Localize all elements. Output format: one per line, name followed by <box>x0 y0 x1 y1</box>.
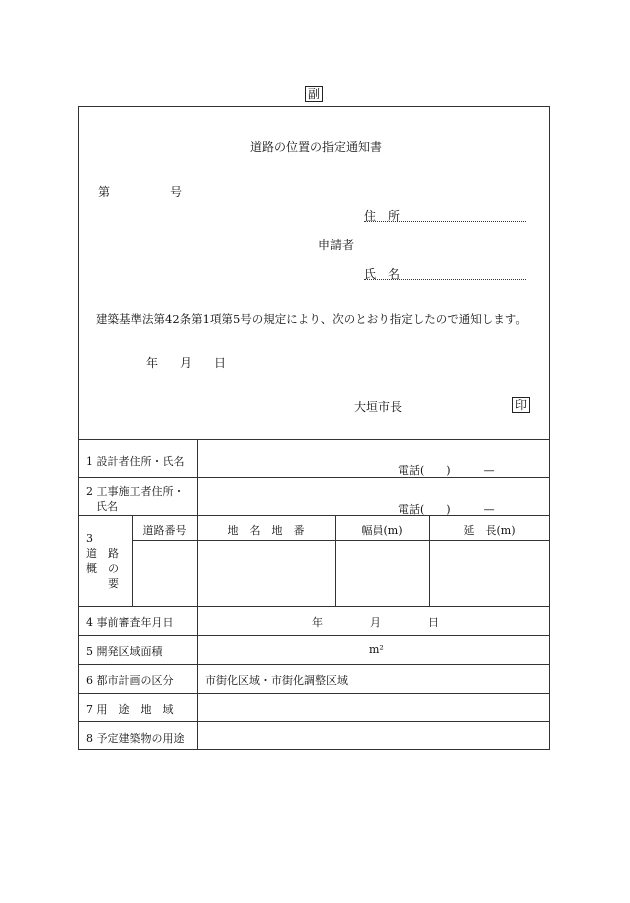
copy-mark: 副 <box>305 86 323 102</box>
road-header-number: 道路番号 <box>142 524 187 537</box>
seal-mark: 印 <box>512 397 530 413</box>
row5-unit: m² <box>369 643 384 656</box>
road-header-line <box>132 540 550 541</box>
row6-value: 市街化区域・市街化調整区域 <box>205 674 348 687</box>
row4-label: 4 事前審査年月日 <box>86 616 174 629</box>
row6-label: 6 都市計画の区分 <box>86 674 174 687</box>
row4-year: 年 <box>312 616 323 629</box>
row3-number: 3 <box>86 532 93 545</box>
row5-label: 5 開発区域面積 <box>86 645 163 658</box>
row4-month: 月 <box>370 616 381 629</box>
address-line <box>364 221 526 222</box>
row3-bottom-line <box>78 606 550 607</box>
issuer: 大垣市長 <box>354 400 403 414</box>
row2-label-line1: 2 工事施工者住所・ <box>86 485 185 498</box>
row7-bottom-line <box>78 721 550 722</box>
date-day: 日 <box>214 356 227 370</box>
row6-bottom-line <box>78 693 550 694</box>
row7-label: 7 用 途 地 域 <box>86 703 174 716</box>
row8-label: 8 予定建築物の用途 <box>86 732 185 745</box>
table-top-line <box>78 439 550 440</box>
road-header-location: 地 名 地 番 <box>227 524 305 537</box>
notice-text: 建築基準法第42条第1項第5号の規定により、次のとおり指定したので通知します。 <box>96 312 527 326</box>
number-prefix: 第 <box>98 185 111 199</box>
row2-phone: 電話( ) — <box>398 503 495 516</box>
row4-day: 日 <box>428 616 439 629</box>
row5-bottom-line <box>78 664 550 665</box>
row2-label-line2: 氏名 <box>96 500 118 513</box>
document-title: 道路の位置の指定通知書 <box>250 140 383 154</box>
label-divider-bottom <box>197 606 198 750</box>
road-header-length: 延 長(m) <box>463 524 516 537</box>
label-divider-top <box>197 439 198 515</box>
row4-bottom-line <box>78 635 550 636</box>
number-suffix: 号 <box>170 185 183 199</box>
road-header-width: 幅員(m) <box>361 524 403 537</box>
date-year: 年 <box>146 356 159 370</box>
row1-phone: 電話( ) — <box>398 464 495 477</box>
row1-label: 1 設計者住所・氏名 <box>86 455 185 468</box>
name-label: 氏 名 <box>364 267 401 281</box>
name-line <box>364 279 526 280</box>
row3-label-column1: 道概 <box>86 547 97 575</box>
address-label: 住 所 <box>364 209 401 223</box>
applicant-label: 申請者 <box>318 238 355 252</box>
date-month: 月 <box>180 356 193 370</box>
row3-label-column2: 路の要 <box>108 547 119 590</box>
